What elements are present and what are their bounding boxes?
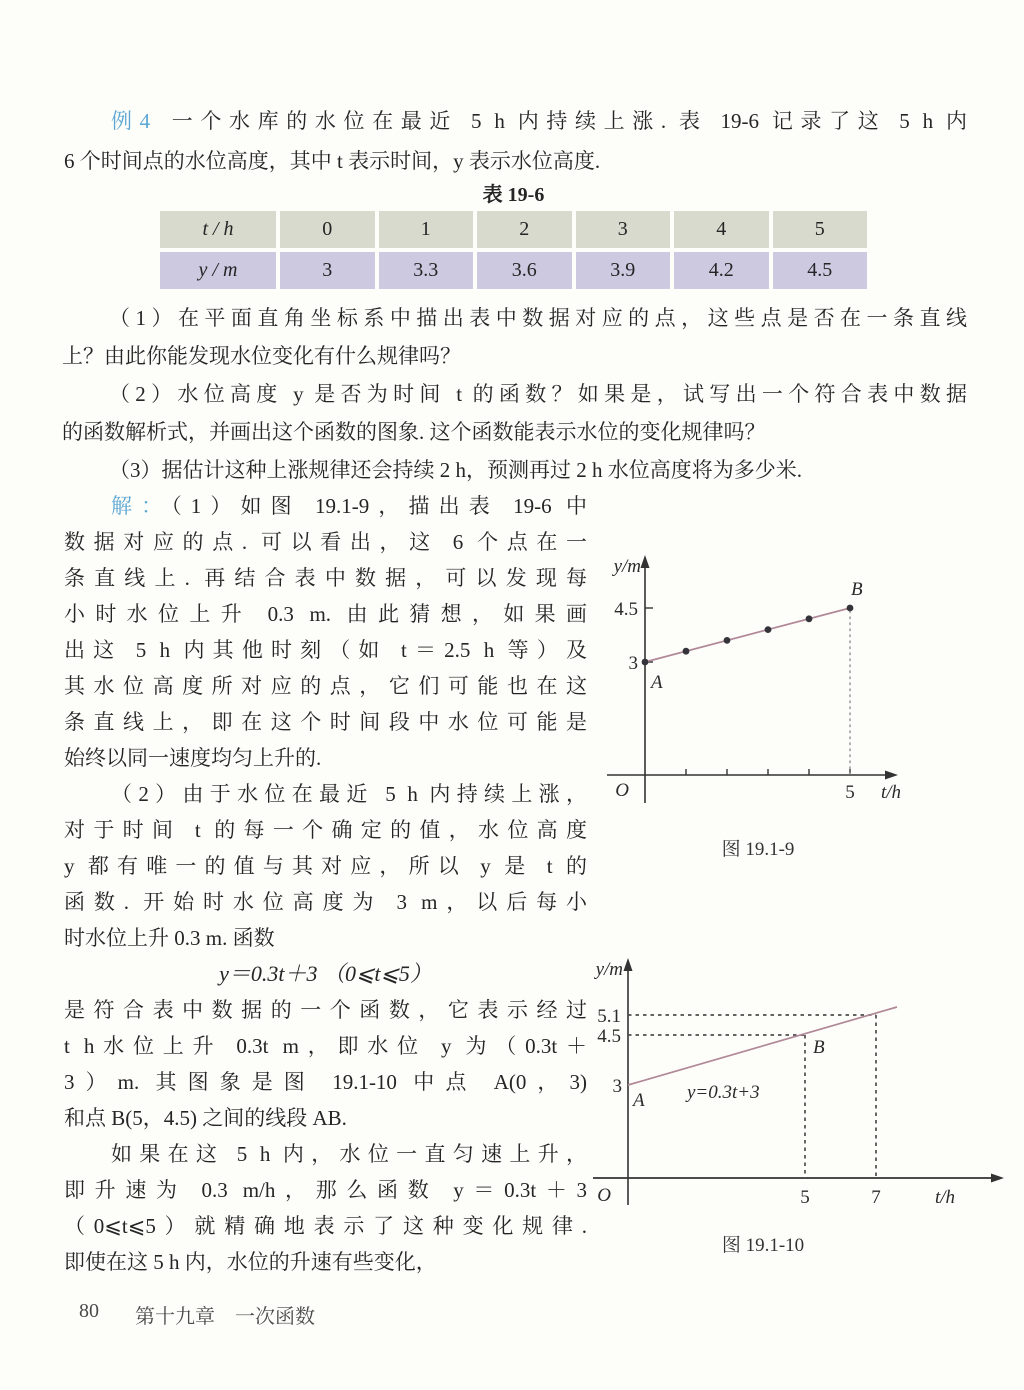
table-cell-y5: 4.5 [773,252,868,289]
page-footer [79,1300,315,1329]
solution-line: （0⩽t⩽5）就精确地表示了这种变化规律. [64,1214,587,1238]
table-caption: 表 19-6 [482,184,545,206]
table-cell-t0: 0 [280,211,375,248]
solution-line: 对于时间 t 的每一个确定的值，水位高度 [64,818,587,842]
water-level-table [160,211,867,289]
solution-line: t h水位上升 0.3t m，即水位 y 为（0.3t＋ [64,1034,587,1058]
solution-line: 条直线上，即在这个时间段中水位可能是 [64,710,587,734]
solution-line: y 都有唯一的值与其对应，所以 y 是 t 的 [64,854,587,878]
solution-line: 数据对应的点. 可以看出，这 6 个点在一 [64,530,587,554]
line-plot-19-1-10 [575,950,1015,1212]
questions [62,299,967,489]
x-axis-label: t/h [881,782,902,803]
data-point [847,605,854,612]
solution-line: 其水位高度所对应的点，它们可能也在这 [64,674,587,698]
solution-line: 时水位上升 0.3 m. 函数 [64,926,275,950]
table-cell-t5: 5 [773,211,868,248]
figure-19-1-9 [585,545,1015,861]
function-equation: y＝0.3t＋3 （0⩽t⩽5） [219,961,432,986]
origin-label: O [597,1185,611,1206]
equation-label: y=0.3t+3 [687,1082,760,1103]
data-point [642,659,649,666]
table-cell-y0: 3 [280,252,375,289]
figure-caption: 图 19.1-10 [721,1235,805,1256]
figure-19-1-10 [575,950,1015,1257]
x-axis-arrow-icon [991,1174,1004,1183]
point-b-label: B [813,1037,825,1058]
point-a-label: A [633,1090,645,1111]
y-axis-arrow-icon [641,555,650,568]
table-row-label: y / m [160,252,276,289]
solution-line: 即使在这 5 h 内，水位的升速有些变化， [64,1250,437,1274]
x-tick-label-5: 5 [845,782,855,803]
question-1-line-2: 上？由此你能发现水位变化有什么规律吗？ [62,344,461,368]
x-tick-label-7: 7 [871,1187,881,1208]
table-cell-t1: 1 [379,211,474,248]
y-tick-label-3: 3 [612,1076,622,1097]
data-point [806,615,813,622]
example-label: 例4 [111,109,151,133]
table-cell-t3: 3 [576,211,671,248]
data-point [724,637,731,644]
y-tick-label-4-5: 4.5 [597,1026,621,1047]
y-axis-label: y/m [613,556,641,577]
intro-line-1 [64,101,967,141]
intro-line-2: 6 个时间点的水位高度，其中 t 表示时间，y 表示水位高度. [64,149,601,173]
question-1-line-1: （1）在平面直角坐标系中描出表中数据对应的点，这些点是否在一条直线 [109,306,967,330]
point-b-label: B [851,579,863,600]
y-axis-arrow-icon [624,958,633,971]
function-line [628,1007,897,1085]
question-3-line-1: （3）据估计这种上涨规律还会持续 2 h，预测再过 2 h 水位高度将为多少米. [109,458,802,482]
solution-label: 解： [111,494,172,518]
intro-text-1: 一个水库的水位在最近 5 h 内持续上涨. 表 19-6 记录了这 5 h 内 [164,109,968,133]
solution-line: 即升速为 0.3 m/h，那么函数 y＝0.3t＋3 [64,1178,587,1202]
table-cell-y1: 3.3 [379,252,474,289]
data-point [683,648,690,655]
origin-label: O [615,780,629,801]
page-number: 80 [79,1300,99,1322]
solution-line: 出这 5 h 内其他时刻（如 t＝2.5 h 等）及 [64,638,587,662]
solution-column [64,488,587,1280]
x-axis-arrow-icon [885,771,898,780]
solution-line: 始终以同一速度均匀上升的. [64,746,322,770]
solution-line: 解：（1）如图 19.1-9，描出表 19-6 中 [111,494,587,518]
solution-line: 和点 B(5，4.5) 之间的线段 AB. [64,1106,347,1130]
question-2-line-2: 的函数解析式，并画出这个函数的图象. 这个函数能表示水位的变化规律吗？ [62,420,766,444]
x-tick-label-5: 5 [800,1187,810,1208]
question-2-line-1: （2）水位高度 y 是否为时间 t 的函数？如果是，试写出一个符合表中数据 [109,382,967,406]
table-header-label: t / h [160,211,276,248]
solution-line: 是符合表中数据的一个函数，它表示经过 [64,998,587,1022]
solution-line: 3）m. 其图象是图 19.1-10 中点 A(0，3) [64,1070,587,1094]
solution-line: 小时水位上升 0.3 m. 由此猜想，如果画 [64,602,587,626]
chapter-title: 第十九章 一次函数 [135,1306,315,1328]
example-intro [64,101,967,181]
table-cell-y2: 3.6 [477,252,572,289]
table-cell-t2: 2 [477,211,572,248]
segment-ab [645,608,850,662]
scatter-plot-19-1-9 [585,545,1015,828]
point-a-label: A [651,672,663,693]
solution-line: 函数. 开始时水位高度为 3 m，以后每小 [64,890,587,914]
figure-caption: 图 19.1-9 [721,839,795,860]
table-cell-t4: 4 [674,211,769,248]
data-point [765,626,772,633]
y-axis-label: y/m [595,959,623,980]
y-tick-label-5-1: 5.1 [597,1006,621,1027]
solution-line: 如果在这 5 h 内，水位一直匀速上升， [111,1142,587,1166]
y-tick-label-3: 3 [628,653,638,674]
table-cell-y4: 4.2 [674,252,769,289]
solution-line: （2）由于水位在最近 5 h 内持续上涨， [111,782,587,806]
y-tick-label-4-5: 4.5 [614,599,638,620]
x-axis-label: t/h [935,1187,956,1208]
table-cell-y3: 3.9 [576,252,671,289]
solution-line: 条直线上. 再结合表中数据，可以发现每 [64,566,587,590]
